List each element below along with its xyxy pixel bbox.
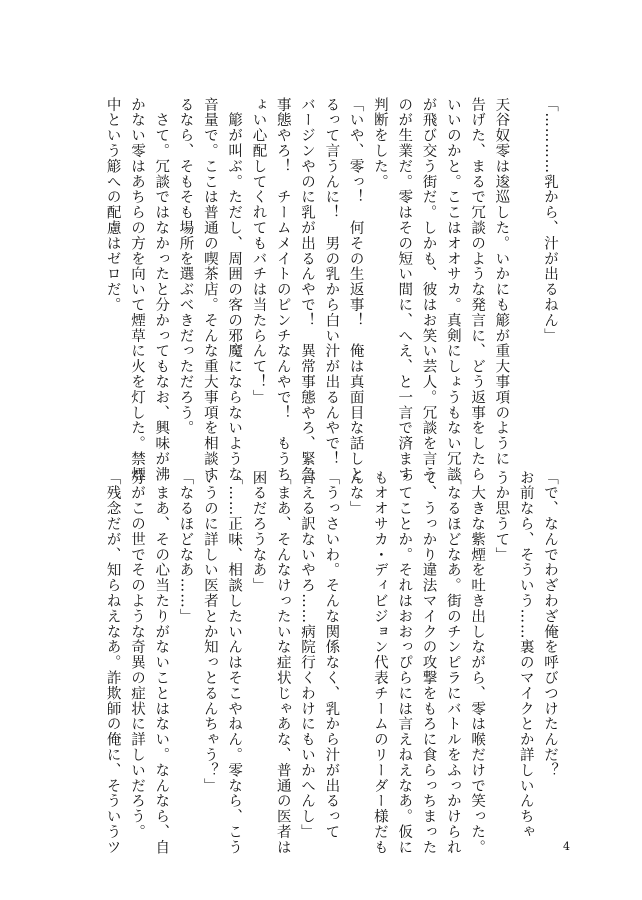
text-line: 天谷奴零は逡巡した。いかにも簓が重大事項のように bbox=[493, 97, 510, 467]
text-line: 簓が叫ぶ。ただし、周囲の客の邪魔にならないような bbox=[226, 97, 243, 482]
text-line: 告げた、まるで冗談のような発言に、どう返事をしたら bbox=[469, 97, 486, 482]
text-line: のが生業だ。零はその短い間に、へえ、と一言で済ます bbox=[396, 97, 413, 482]
text-line: 言える訳ないやろ……病院行くわけにもいかへんし」 bbox=[299, 470, 316, 840]
text-line: が飛び交う街だ。しかも、彼はお笑い芸人。冗談を言う bbox=[420, 97, 437, 482]
text-block-bottom bbox=[100, 470, 562, 855]
text-line: るなら、そもそも場所を選ぶべきだっただろう。 bbox=[177, 97, 194, 436]
text-line: 「いや、零っ！ 何その生返事！ 俺は真面目な話しと bbox=[347, 97, 364, 482]
text-line: 「なるほどなあ。街のチンピラにバトルをふっかけられ bbox=[444, 470, 461, 855]
text-line: かない零はあちらの方を向いて煙草に火を灯した。禁煙 bbox=[128, 97, 145, 482]
text-line: 困るだろうなあ」 bbox=[250, 470, 267, 594]
text-line: 大きな紫煙を吐き出しながら、零は喉だけで笑った。 bbox=[469, 470, 486, 855]
text-line: 「残念だが、知らねえなあ。詐欺師の俺に、そういうツ bbox=[104, 470, 121, 855]
text-line: 音量で。ここは普通の喫茶店。そんな重大事項を相談す bbox=[201, 97, 218, 482]
text-line: うか思うて」 bbox=[493, 470, 510, 563]
text-line: ょい心配してくれてもバチは当たらんて！」 bbox=[250, 97, 267, 405]
text-line bbox=[513, 97, 537, 427]
text-line: 「で、なんでわざわざ俺を呼びつけたんだ？ bbox=[542, 470, 558, 778]
text-line: もオオサカ・ディビジョン代表チームのリーダー様だも bbox=[371, 470, 388, 855]
text-line: バージンやのに乳が出るんやで！ 異常事態やろ、緊急 bbox=[299, 97, 316, 482]
text-line: 判断をした。 bbox=[371, 97, 388, 190]
text-block-top bbox=[100, 97, 562, 482]
text-line: んな」 bbox=[347, 470, 364, 517]
page-number: 4 bbox=[563, 840, 570, 853]
text-line: 分がこの世でそのような奇異の症状に詳しいだろう。 bbox=[128, 470, 145, 840]
text-line: 中という簓への配慮はゼロだ。 bbox=[104, 97, 121, 313]
text-line: 「まあ、そんなけったいな症状じゃあな、普通の医者は bbox=[274, 470, 291, 855]
text-line: 事態やろ！ チームメイトのピンチなんやで！ もうち bbox=[274, 97, 291, 482]
text-line: さて。冗談ではなかったと分かってもなお、興味が沸 bbox=[153, 97, 170, 482]
text-line: 「……正味、相談したいんはそこやねん。零なら、こう bbox=[226, 470, 243, 855]
text-line: お前なら、そういう……裏のマイクとか詳しいんちゃ bbox=[517, 470, 534, 840]
text-line: るって言うんに！ 男の乳から白い汁が出るんやで！ bbox=[323, 97, 340, 467]
text-line: ってことか。それはおおっぴらには言えねえなあ。仮に bbox=[396, 470, 413, 855]
text-line: いいのかと。ここはオオサカ。真剣にしょうもない冗談 bbox=[444, 97, 461, 482]
text-line: 「うっさいわ。そんな関係なく、乳から汁が出るって bbox=[323, 470, 340, 840]
text-line: 「…………乳から、汁が出るねん」 bbox=[542, 97, 558, 344]
text-line: いうのに詳しい医者とか知っとるんちゃう？」 bbox=[201, 470, 218, 794]
text-line: て、うっかり違法マイクの攻撃をもろに食らっちまった bbox=[420, 470, 437, 855]
text-line: まあ、その心当たりがないことはない。なんなら、自 bbox=[153, 470, 170, 855]
text-line: 「なるほどなあ……」 bbox=[177, 470, 194, 624]
